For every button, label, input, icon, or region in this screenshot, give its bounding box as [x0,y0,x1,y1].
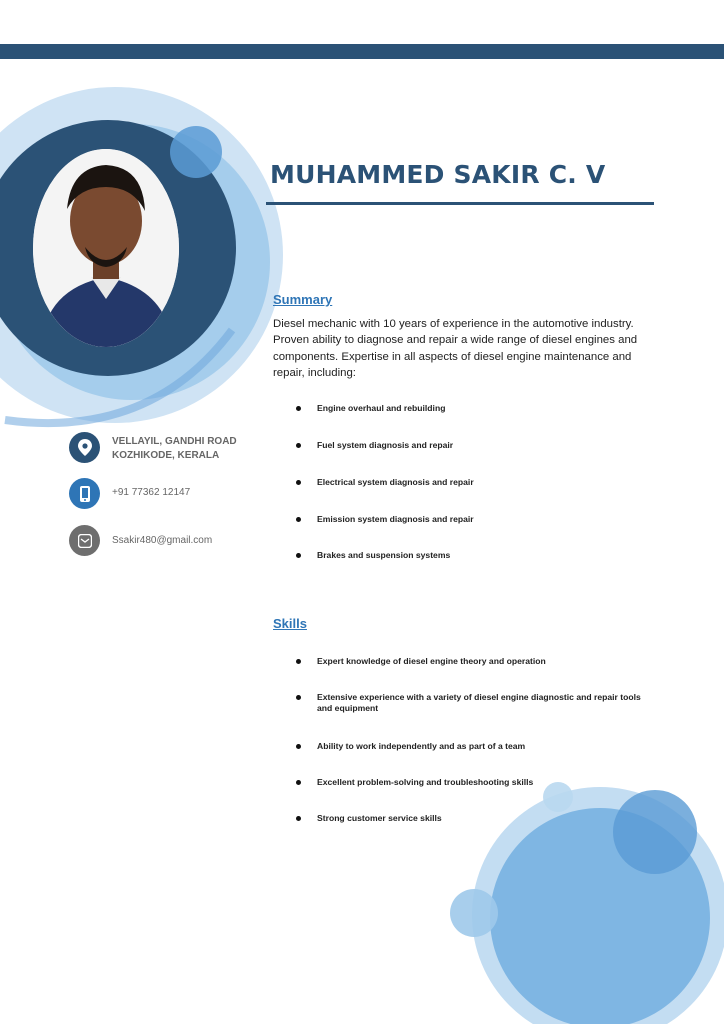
email-icon [78,534,92,548]
profile-photo [33,149,179,347]
summary-text: Diesel mechanic with 10 years of experience in the automotive industry. Proven ability to diagnose and repair a wide range of diesel engines and components. Expertise in all aspects of diesel engine maintenance and repair, including: [273,318,638,380]
address [112,435,237,463]
address-line1: VELLAYIL, GANDHI ROAD [112,436,237,447]
bullet-icon [296,443,301,448]
list-item: Engine overhaul and rebuilding [296,403,445,414]
address-line2: KOZHIKODE, KERALA [112,450,220,461]
bullet-icon [296,406,301,411]
phone-number[interactable]: +91 77362 12147 [112,487,191,498]
bullet-icon [296,780,301,785]
list-item: Fuel system diagnosis and repair [296,440,453,451]
list-item: Brakes and suspension systems [296,550,450,561]
list-item: Ability to work independently and as part of a team [296,741,525,752]
phone-icon-badge [69,478,100,509]
phone-icon [79,486,91,502]
bullet-icon [296,744,301,749]
decor-bubble-medium [613,790,697,874]
list-item: Extensive experience with a variety of diesel engine diagnostic and repair tools and equipment [296,692,647,714]
bullet-icon [296,816,301,821]
bullet-icon [296,659,301,664]
list-item: Emission system diagnosis and repair [296,514,474,525]
candidate-name: MUHAMMED SAKIR C. V [270,160,606,189]
name-underline [266,202,654,205]
decor-bubble-left [450,889,498,937]
location-icon-badge [69,432,100,463]
bullet-icon [296,480,301,485]
list-item: Excellent problem-solving and troubleshooting skills [296,777,533,788]
bullet-icon [296,553,301,558]
decor-bubble-tiny [543,782,573,812]
list-item: Expert knowledge of diesel engine theory and operation [296,656,546,667]
bullet-icon [296,695,301,700]
location-pin-icon [78,439,92,456]
list-item: Strong customer service skills [296,813,442,824]
skills-heading: Skills [273,616,307,631]
email-icon-badge [69,525,100,556]
list-item: Electrical system diagnosis and repair [296,477,474,488]
summary-heading: Summary [273,292,333,307]
email-address[interactable]: Ssakir480@gmail.com [112,535,213,546]
bullet-icon [296,517,301,522]
